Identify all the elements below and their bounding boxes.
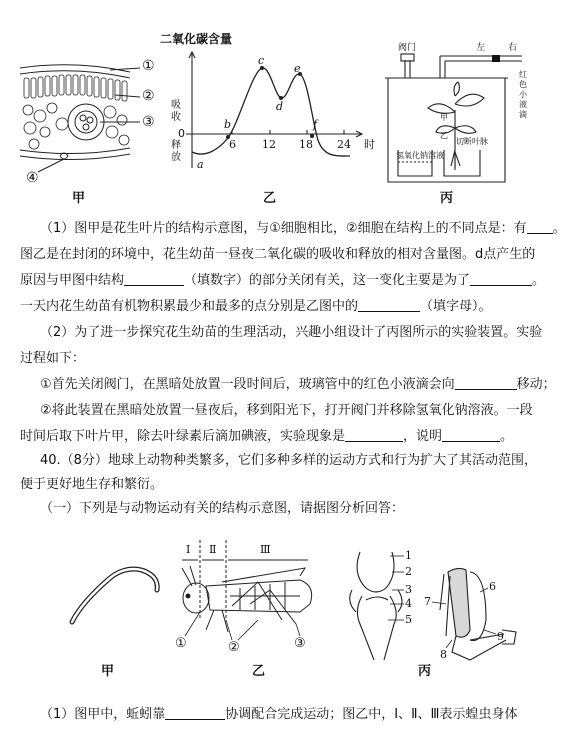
locust-label-3: ③ (294, 636, 306, 651)
joint-label-4: 4 (405, 597, 412, 610)
apparatus-leaf-yi: 乙 (440, 131, 448, 140)
apparatus-valve-label: 阀门 (398, 43, 417, 53)
locust-label-1: ① (175, 636, 187, 651)
arm-label-6: 6 (489, 580, 496, 593)
graph-point-d: d (276, 100, 284, 113)
leaf-label-3: ③ (142, 114, 155, 130)
graph-x-tick-6: 6 (229, 138, 236, 151)
fig1-caption-jia: 甲 (72, 191, 86, 206)
fig1-caption-bing: 丙 (440, 191, 454, 206)
arm-label-9: 9 (497, 630, 504, 643)
graph-point-e: e (294, 62, 301, 75)
apparatus-cut-vein-label: 切断叶脉 (456, 137, 488, 146)
answer-blank-8[interactable] (165, 707, 225, 720)
locust-region-2: Ⅱ (209, 543, 217, 556)
q40-line1: 40.（8分）地球上动物种类繁多，它们多种多样的运动方式和行为扩大了其活动范围， (40, 453, 537, 468)
graph-point-a: a (197, 158, 204, 171)
graph-x-tick-12: 12 (262, 138, 276, 151)
leaf-label-2: ② (142, 88, 155, 104)
q-part2-line2: 过程如下： (20, 351, 86, 366)
q-part2-line1: （2）为了进一步探究花生幼苗的生理活动，兴趣小组设计了丙图所示的实验装置。实验 (40, 325, 543, 340)
q-part1-line1: （1）图甲是花生叶片的结构示意图，与①细胞相比，②细胞在结构上的不同点是：有 。 (40, 221, 566, 236)
graph-point-b: b (224, 118, 232, 131)
apparatus-naoh-label: 氢氧化钠溶液 (396, 151, 444, 160)
arm-label-7: 7 (424, 595, 431, 608)
graph-y-zero: 0 (178, 127, 185, 140)
apparatus-right-label: 右 (508, 43, 518, 53)
q40-sub1-line1: （1）图甲中，蚯蚓靠 协调配合完成运动；图乙中，Ⅰ、Ⅱ、Ⅲ表示蝗虫身体 (40, 707, 518, 722)
leaf-label-1: ① (142, 58, 155, 74)
graph-x-tick-24: 24 (337, 138, 351, 151)
q-part1-line2: 图乙是在封闭的环境中，花生幼苗一昼夜二氧化碳的吸收和释放的相对含量图。d点产生的 (20, 247, 536, 262)
q40-section1: （一）下列是与动物运动有关的结构示意图，请据图分析回答： (40, 501, 405, 516)
joint-label-5: 5 (405, 613, 412, 626)
q40-line2: 便于更好地生存和繁衍。 (20, 477, 164, 492)
apparatus-leaf-jia: 甲 (440, 113, 448, 122)
leaf-label-4: ④ (26, 170, 39, 186)
graph-point-c: c (258, 54, 265, 67)
fig2-caption-jia: 甲 (101, 664, 115, 679)
joint-label-1: 1 (405, 549, 412, 562)
q-part1-line3: 原因与甲图中结构 （填数字）的部分关闭有关，这一变化主要是为了 。 (20, 273, 546, 288)
fig1-caption-yi: 乙 (263, 191, 277, 206)
fig2-caption-bing: 丙 (418, 664, 432, 679)
arm-label-8: 8 (440, 648, 447, 661)
locust-region-1: Ⅰ (186, 543, 191, 556)
q-part2-step2-cont: 时间后取下叶片甲，除去叶绿素后滴加碘液，实验现象是 ，说明 。 (20, 429, 514, 444)
apparatus-left-label: 左 (476, 43, 486, 53)
q-part2-step1: ①首先关闭阀门，在黑暗处放置一段时间后，玻璃管中的红色小液滴会向 移动； (40, 377, 556, 392)
graph-y-label: 二氧化碳含量 (160, 32, 233, 46)
joint-label-2: 2 (405, 565, 412, 578)
graph-x-unit: 时 (364, 138, 375, 151)
joint-label-3: 3 (405, 583, 412, 596)
q-part1-line4: 一天内花生幼苗有机物积累最少和最多的点分别是乙图中的 （填字母）。 (20, 299, 492, 314)
locust-label-2: ② (228, 640, 240, 655)
graph-y-upper: 吸收 (171, 100, 181, 123)
graph-x-tick-18: 18 (299, 138, 313, 151)
fig2-caption-yi: 乙 (252, 664, 266, 679)
apparatus-droplet-label: 红色小液滴 (519, 70, 527, 119)
earthworm-drawing (72, 569, 157, 622)
q-part2-step2: ②将此装置在黑暗处放置一昼夜后，移到阳光下，打开阀门并移除氢氧化钠溶液。一段 (40, 403, 533, 418)
locust-region-3: Ⅲ (260, 543, 271, 556)
graph-y-lower: 释放 (171, 140, 181, 163)
graph-point-f: f (313, 118, 318, 131)
